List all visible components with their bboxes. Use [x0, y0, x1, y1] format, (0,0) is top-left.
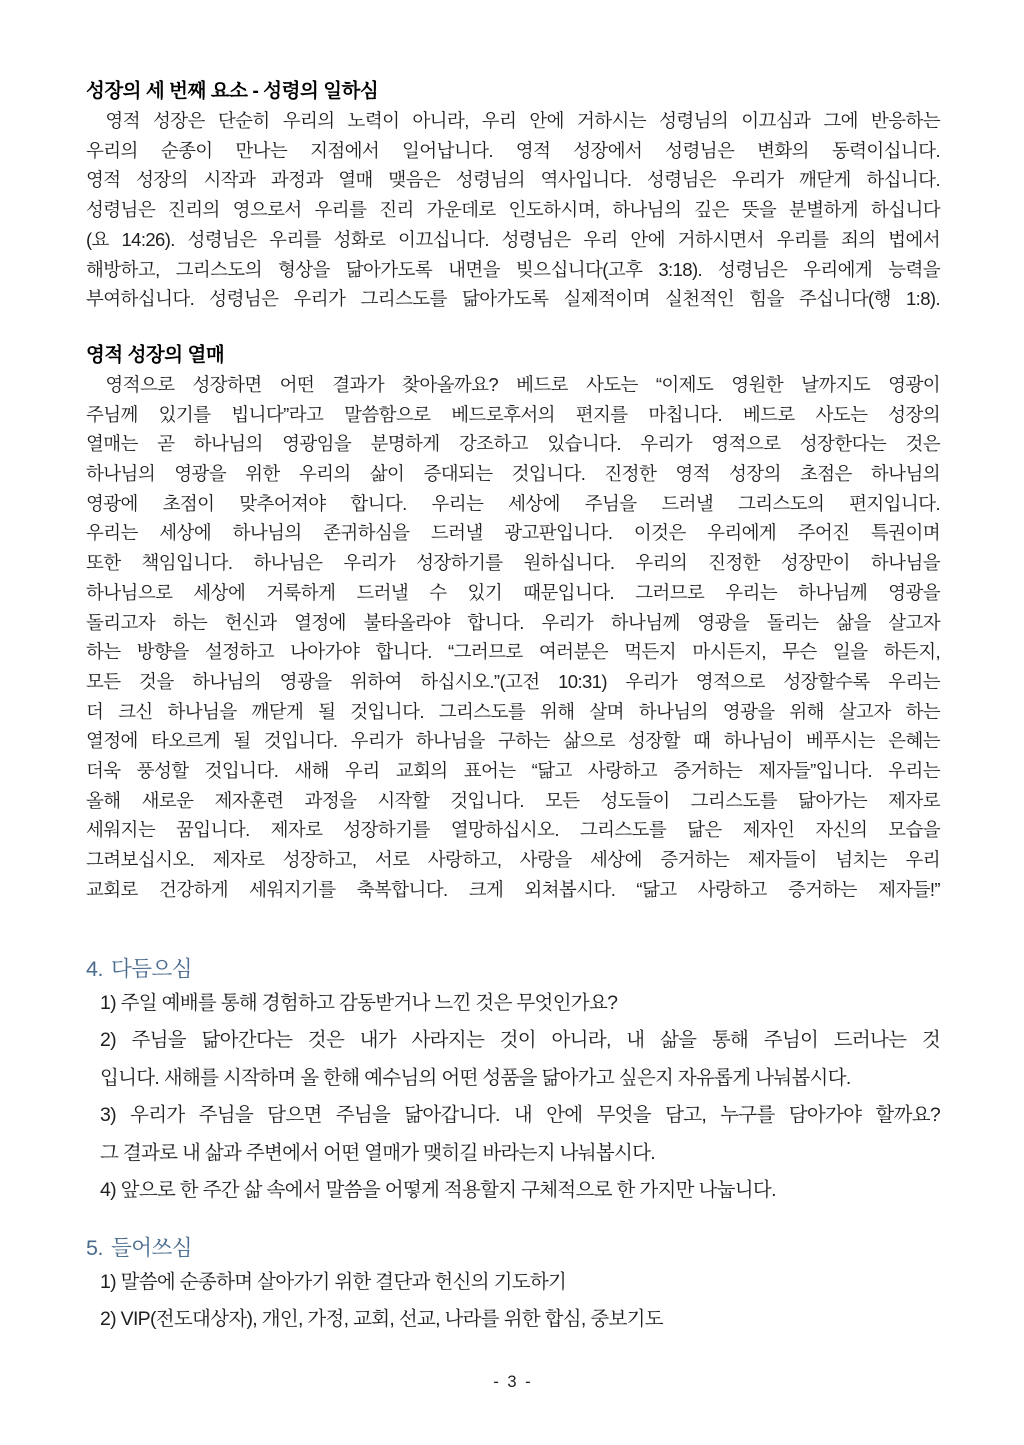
- page-number: - 3 -: [493, 1372, 533, 1391]
- section-heading: 성장의 세 번째 요소 - 성령의 일하심: [86, 80, 379, 102]
- question-item: [100, 1301, 940, 1339]
- paragraph-line: 영적으로 성장하면 어떤 결과가 찾아올까요? 베드로 사도는 “이제도 영원한 날까지도 영광이: [105, 373, 940, 395]
- paragraph-line: 영적 성장은 단순히 우리의 노력이 아니라, 우리 안에 거하시는 성령님의 이끄심과 그에 반응하는: [105, 110, 940, 131]
- question-item-line: 그 결과로 내 삶과 주변에서 어떤 열매가 맺히길 바라는지 나눠봅시다.: [100, 1141, 656, 1164]
- question-item-line: 1) 말씀에 순종하며 살아가기 위한 결단과 헌신의 기도하기: [100, 1270, 567, 1293]
- paragraph-line: 그려보십시오. 제자로 성장하고, 서로 사랑하고, 사랑을 세상에 증거하는 제자들이 넘치는 우리: [86, 849, 940, 871]
- question-item: [100, 1172, 940, 1210]
- question-item-list: [86, 985, 940, 1210]
- body-paragraph: [86, 370, 940, 905]
- question-section-number: 5.: [86, 1235, 103, 1260]
- question-section-number: 4.: [86, 956, 103, 981]
- paragraph-line: 모든 것을 하나님의 영광을 위하여 하십시오.”(고전 10:31) 우리가 영적으로 성장할수록 우리는: [86, 670, 940, 692]
- paragraph-line: 열매는 곧 하나님의 영광임을 분명하게 강조하고 있습니다. 우리가 영적으로 성장한다는 것은: [86, 433, 940, 455]
- paragraph-line: 또한 책임입니다. 하나님은 우리가 성장하기를 원하십니다. 우리의 진정한 성장만이 하나님을: [86, 552, 940, 574]
- paragraph-line: 해방하고, 그리스도의 형상을 닮아가도록 내면을 빚으십니다(고후 3:18). 성령님은 우리에게 능력을: [86, 258, 940, 280]
- section-heading: 영적 성장의 열매: [86, 343, 225, 366]
- question-section-title: 다듬으심: [110, 956, 193, 981]
- paragraph-line: 세워지는 꿈입니다. 제자로 성장하기를 열망하십시오. 그리스도를 닮은 제자인 자신의 모습을: [86, 819, 940, 841]
- question-section-heading: [86, 953, 940, 985]
- paragraph-line: 주님께 있기를 빕니다”라고 말씀함으로 베드로후서의 편지를 마칩니다. 베드로 사도는 성장의: [86, 403, 940, 425]
- paragraph-line: 교회로 건강하게 세워지기를 축복합니다. 크게 외쳐봅시다. “닮고 사랑하고 증거하는 제자들!”: [86, 878, 940, 900]
- paragraph-line: (요 14:26). 성령님은 우리를 성화로 이끄십니다. 성령님은 우리 안에 거하시면서 우리를 죄의 법에서: [86, 228, 940, 250]
- question-item-line: 1) 주일 예배를 통해 경험하고 감동받거나 느낀 것은 무엇인가요?: [100, 991, 618, 1014]
- paragraph-line: 우리의 순종이 만나는 지점에서 일어납니다. 영적 성장에서 성령님은 변화의 동력이십니다.: [86, 139, 940, 161]
- paragraph-line: 하나님의 영광을 위한 우리의 삶이 증대되는 것입니다. 진정한 영적 성장의 초점은 하나님의: [86, 463, 940, 485]
- paragraph-line: 더 크신 하나님을 깨닫게 될 것입니다. 그리스도를 위해 살며 하나님의 영광을 위해 살고자 하는: [86, 700, 940, 722]
- paragraph-line: 부여하십니다. 성령님은 우리가 그리스도를 닮아가도록 실제적이며 실천적인 힘을 주십니다(행 1:8).: [86, 288, 940, 310]
- question-item-line: 입니다. 새해를 시작하며 올 한해 예수님의 어떤 성품을 닮아가고 싶은지 자유롭게 나눠봅시다.: [100, 1066, 851, 1089]
- question-item-list: [86, 1264, 940, 1339]
- question-item: [100, 1097, 940, 1172]
- paragraph-line: 우리는 세상에 하나님의 존귀하심을 드러낼 광고판입니다. 이것은 우리에게 주어진 특권이며: [86, 522, 940, 544]
- question-item: [100, 985, 940, 1023]
- paragraph-line: 성령님은 진리의 영으로서 우리를 진리 가운데로 인도하시며, 하나님의 깊은 뜻을 분별하게 하십니다: [86, 199, 940, 221]
- question-item-line: 4) 앞으로 한 주간 삶 속에서 말씀을 어떻게 적용할지 구체적으로 한 가지만 나눕니다.: [100, 1179, 776, 1202]
- document-content: [86, 76, 940, 1339]
- paragraph-line: 하는 방향을 설정하고 나아가야 합니다. “그러므로 여러분은 먹든지 마시든지, 무슨 일을 하든지,: [86, 641, 940, 663]
- question-item: [100, 1022, 940, 1097]
- question-section-heading: [86, 1232, 940, 1264]
- paragraph-line: 하나님으로 세상에 거룩하게 드러낼 수 있기 때문입니다. 그러므로 우리는 하나님께 영광을: [86, 581, 940, 603]
- body-paragraph: [86, 106, 940, 314]
- paragraph-line: 영적 성장의 시작과 과정과 열매 맺음은 성령님의 역사입니다. 성령님은 우리가 깨닫게 하십니다.: [86, 169, 940, 191]
- question-item-line: 2) 주님을 닮아간다는 것은 내가 사라지는 것이 아니라, 내 삶을 통해 주님이 드러나는 것: [100, 1029, 940, 1052]
- question-item-line: 2) VIP(전도대상자), 개인, 가정, 교회, 선교, 나라를 위한 합심, 중보기도: [100, 1308, 663, 1331]
- paragraph-line: 더욱 풍성할 것입니다. 새해 우리 교회의 표어는 “닮고 사랑하고 증거하는 제자들”입니다. 우리는: [86, 760, 940, 782]
- paragraph-line: 열정에 타오르게 될 것입니다. 우리가 하나님을 구하는 삶으로 성장할 때 하나님이 베푸시는 은혜는: [86, 730, 940, 752]
- question-item-line: 3) 우리가 주님을 담으면 주님을 닮아갑니다. 내 안에 무엇을 담고, 누구를 담아가야 할까요?: [100, 1104, 940, 1127]
- paragraph-line: 영광에 초점이 맞추어져야 합니다. 우리는 세상에 주님을 드러낼 그리스도의 편지입니다.: [86, 492, 940, 514]
- question-item: [100, 1264, 940, 1302]
- question-section-title: 들어쓰심: [110, 1235, 193, 1260]
- paragraph-line: 돌리고자 하는 헌신과 열정에 불타올라야 합니다. 우리가 하나님께 영광을 돌리는 삶을 살고자: [86, 611, 940, 633]
- paragraph-line: 올해 새로운 제자훈련 과정을 시작할 것입니다. 모든 성도들이 그리스도를 닮아가는 제자로: [86, 789, 940, 811]
